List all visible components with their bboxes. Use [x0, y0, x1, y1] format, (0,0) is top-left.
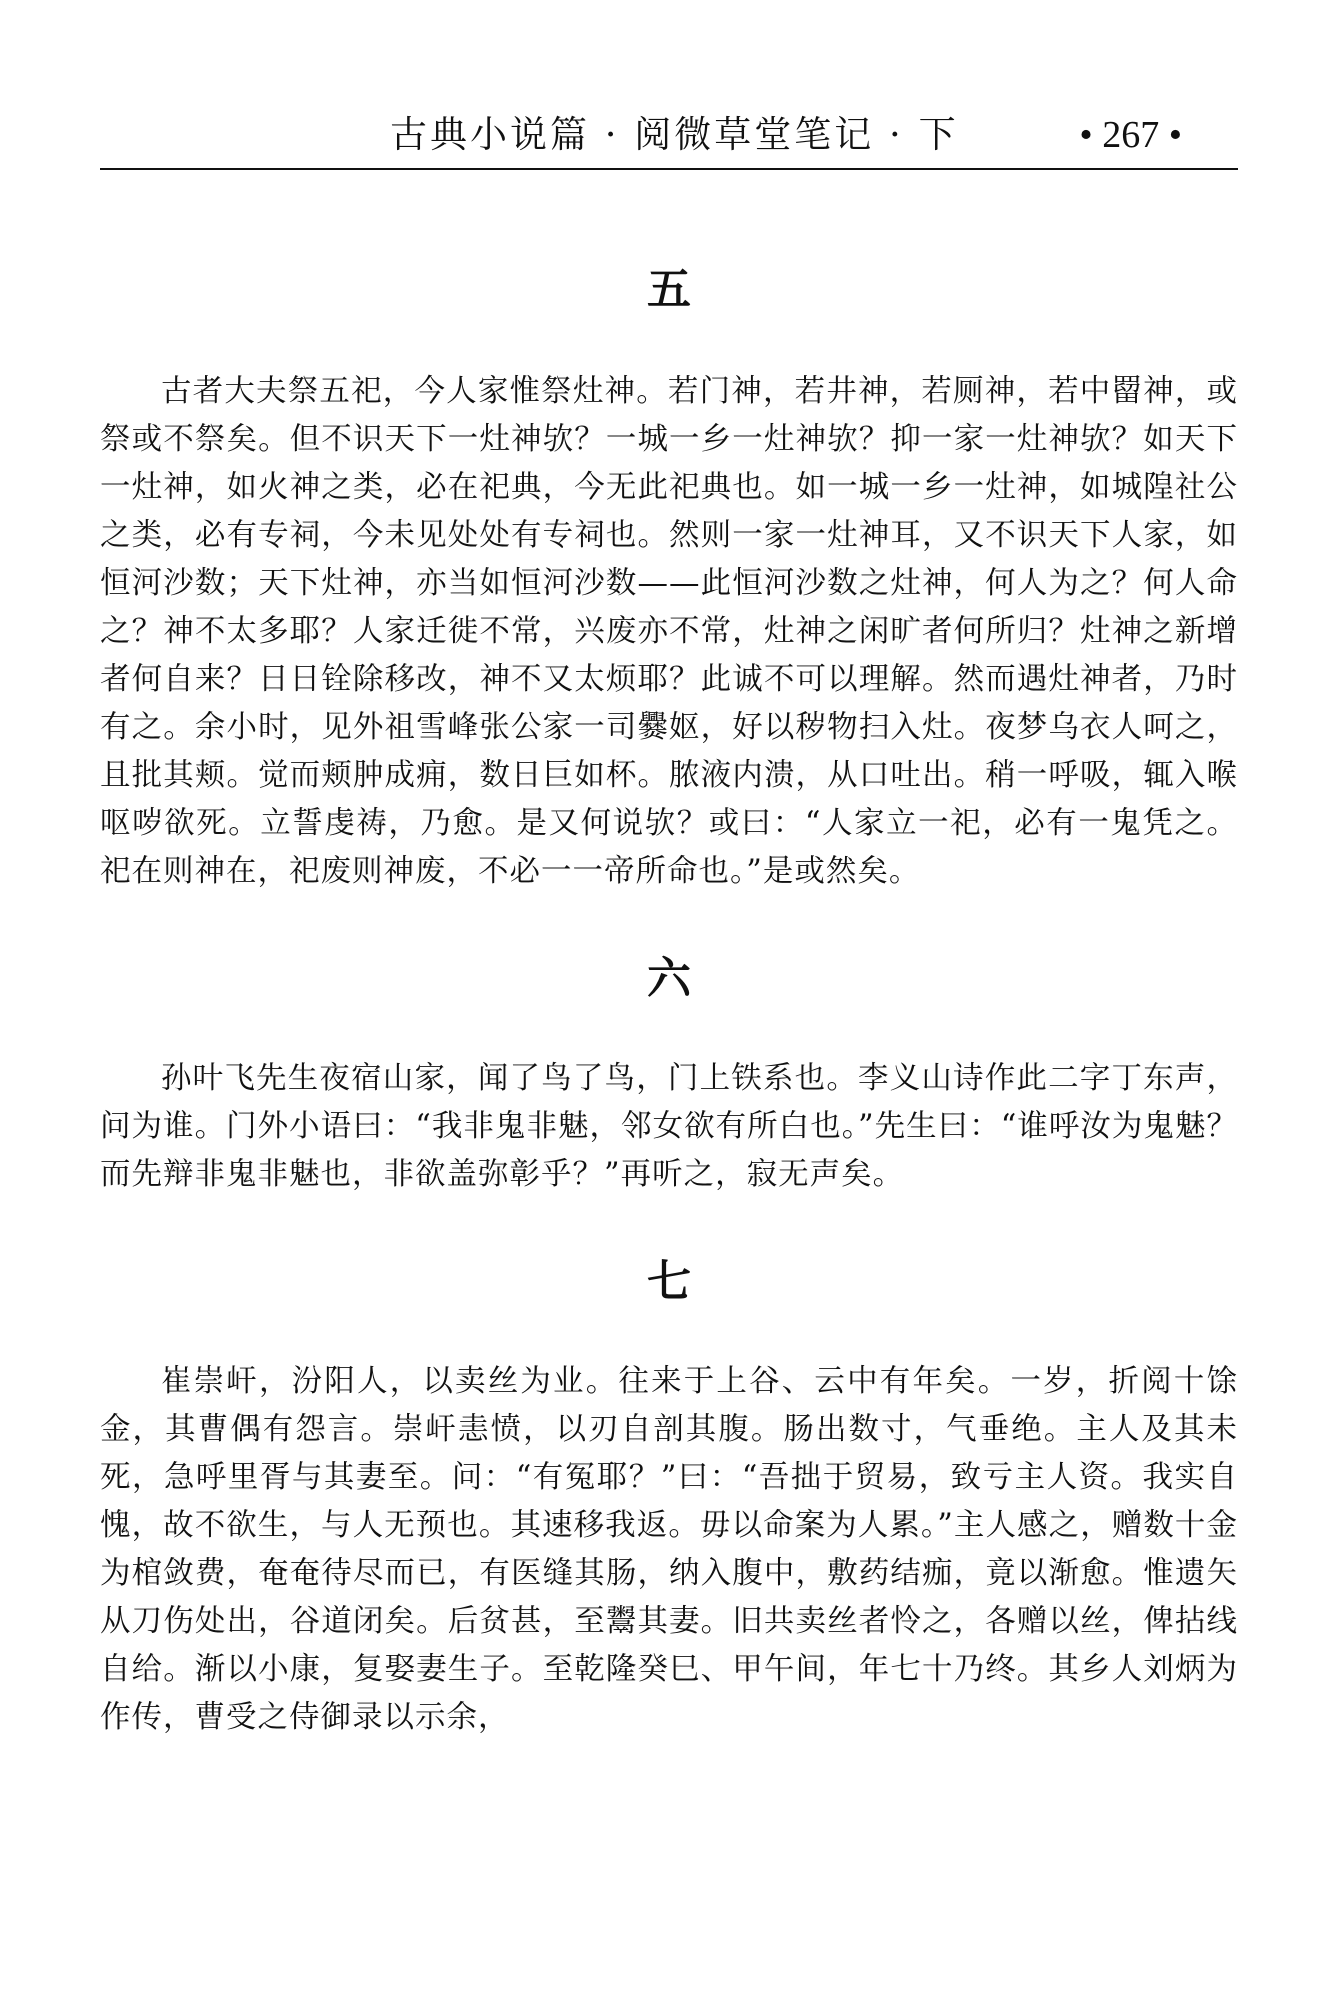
- section-paragraph-5: 古者大夫祭五祀，今人家惟祭灶神。若门神，若井神，若厕神，若中罶神，或祭或不祭矣。但不识天下一灶神欤？一城一乡一灶神欤？抑一家一灶神欤？如天下一灶神，如火神之类，必在祀典，今无此祀典也。如一城一乡一灶神，如城隍社公之类，必有专祠，今未见处处有专祠也。然则一家一灶神耳，又不识天下人家，如恒河沙数；天下灶神，亦当如恒河沙数——此恒河沙数之灶神，何人为之？何人命之？神不太多耶？人家迁徙不常，兴废亦不常，灶神之闲旷者何所归？灶神之新增者何自来？日日铨除移改，神不又太烦耶？此诚不可以理解。然而遇灶神者，乃时有之。余小时，见外祖雪峰张公家一司爨妪，好以秽物扫入灶。夜梦乌衣人呵之，且批其颊。觉而颊肿成痈，数日巨如杯。脓液内溃，从口吐出。稍一呼吸，辄入喉呕哕欲死。立誓虔祷，乃愈。是又何说欤？或曰：“人家立一祀，必有一鬼凭之。祀在则神在，祀废则神废，不必一一帝所命也。”是或然矣。: [100, 374, 1238, 889]
- section-title-7: 七: [647, 1256, 691, 1307]
- page-number: • 267 •: [1079, 114, 1182, 156]
- running-header: [100, 108, 1238, 170]
- section-title-5: 五: [647, 264, 691, 315]
- page-content: [100, 262, 1238, 1742]
- header-title: 古典小说篇 · 阅微草堂笔记 · 下: [390, 113, 959, 156]
- section-paragraph-7: 崔崇屽，汾阳人，以卖丝为业。往来于上谷、云中有年矣。一岁，折阅十馀金，其曹偶有怨言。崇屽恚愤，以刃自剖其腹。肠出数寸，气垂绝。主人及其未死，急呼里胥与其妻至。问：“有冤耶？”曰：“吾拙于贸易，致亏主人资。我实自愧，故不欲生，与人无预也。其速移我返。毋以命案为人累。”主人感之，赠数十金为棺敛费，奄奄待尽而已，有医缝其肠，纳入腹中，敷药结痂，竟以渐愈。惟遗矢从刀伤处出，谷道闭矣。后贫甚，至鬻其妻。旧共卖丝者怜之，各赠以丝，俾拈线自给。渐以小康，复娶妻生子。至乾隆癸巳、甲午间，年七十乃终。其乡人刘炳为作传，曹受之侍御录以示余，: [100, 1364, 1238, 1735]
- section-paragraph-6: 孙叶飞先生夜宿山家，闻了鸟了鸟，门上铁系也。李义山诗作此二字丁东声，问为谁。门外小语曰：“我非鬼非魅，邻女欲有所白也。”先生曰：“谁呼汝为鬼魅？而先辩非鬼非魅也，非欲盖弥彰乎？”再听之，寂无声矣。: [100, 1061, 1238, 1192]
- section-title-6: 六: [647, 953, 691, 1004]
